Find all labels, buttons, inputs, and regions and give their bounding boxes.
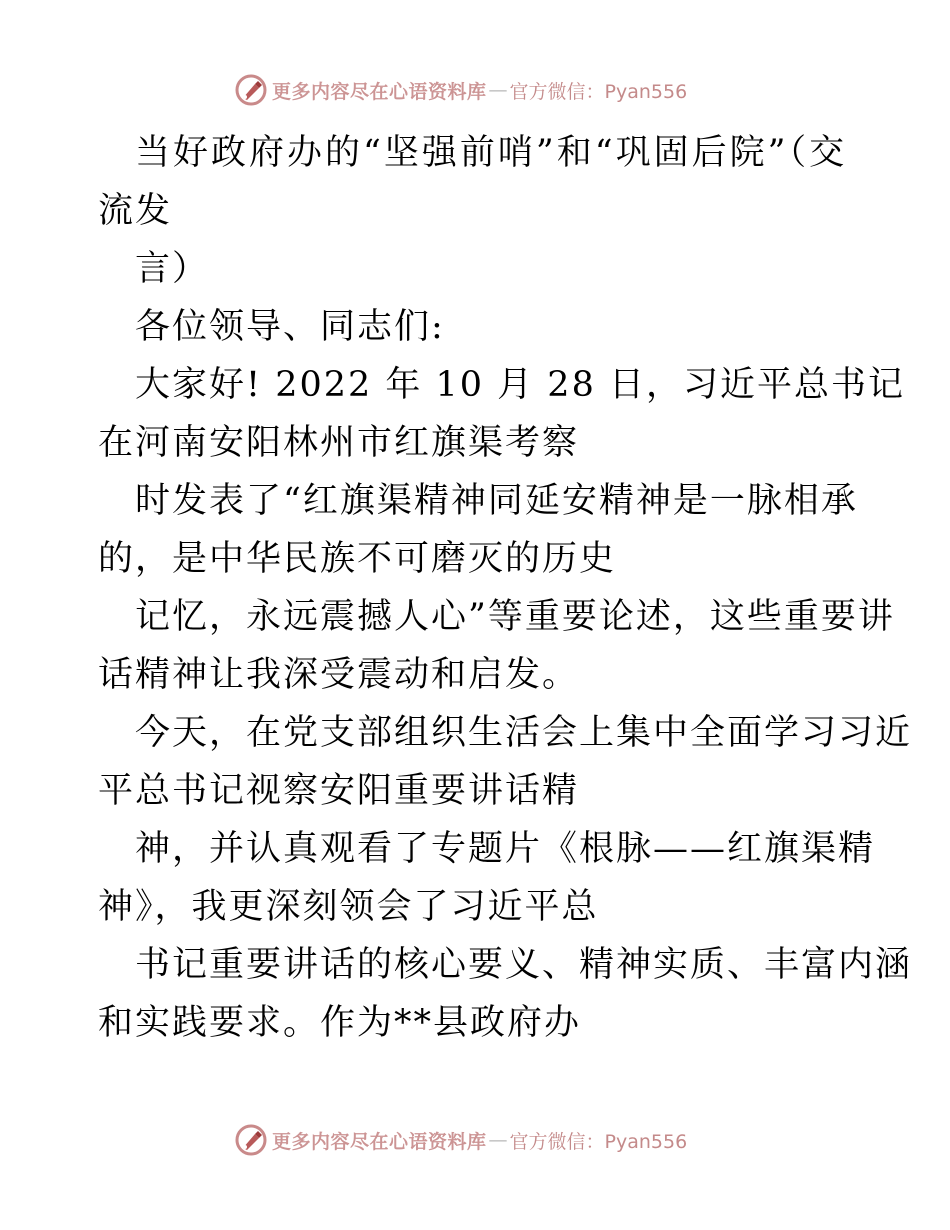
paragraph-line: 大家好! 2022 年 10 月 28 日，习近平总书记	[135, 365, 905, 405]
paragraph-line: 的，是中华民族不可磨灭的历史	[98, 539, 617, 579]
paragraph-line: 平总书记视察安阳重要讲话精	[98, 771, 580, 811]
paragraph-line: 神，并认真观看了专题片《根脉——红旗渠精	[135, 829, 876, 869]
paragraph-line: 话精神让我深受震动和启发。	[98, 655, 580, 695]
watermark-contact: 官方微信：Pyan556	[509, 80, 688, 103]
paragraph-line: 神》，我更深刻领会了习近平总	[98, 887, 599, 927]
watermark-dash: —	[488, 1129, 508, 1151]
title-line-3: 言）	[135, 249, 210, 289]
paragraph-line: 在河南安阳林州市红旗渠考察	[98, 423, 580, 463]
watermark-contact: 官方微信：Pyan556	[509, 1130, 688, 1153]
paragraph-line: 今天，在党支部组织生活会上集中全面学习习近	[135, 713, 913, 753]
paragraph-line: 记忆，永远震撼人心”等重要论述，这些重要讲	[135, 597, 895, 637]
pen-nib-icon	[234, 73, 268, 107]
title-line-1: 当好政府办的“坚强前哨”和“巩固后院”（交	[135, 133, 848, 173]
document-body	[98, 124, 913, 1052]
title-line-2: 流发	[98, 191, 173, 231]
watermark-dash: —	[488, 79, 508, 101]
salutation: 各位领导、同志们:	[135, 307, 445, 347]
paragraph-line: 书记重要讲话的核心要义、精神实质、丰富内涵	[135, 945, 913, 985]
footer-watermark	[234, 1122, 714, 1158]
pen-nib-icon	[234, 1123, 268, 1157]
header-watermark	[234, 72, 714, 108]
paragraph-line: 和实践要求。作为**县政府办	[98, 1003, 582, 1043]
watermark-text: 更多内容尽在心语资料库	[272, 1130, 487, 1153]
paragraph-line: 时发表了“红旗渠精神同延安精神是一脉相承	[135, 481, 858, 521]
watermark-text: 更多内容尽在心语资料库	[272, 80, 487, 103]
